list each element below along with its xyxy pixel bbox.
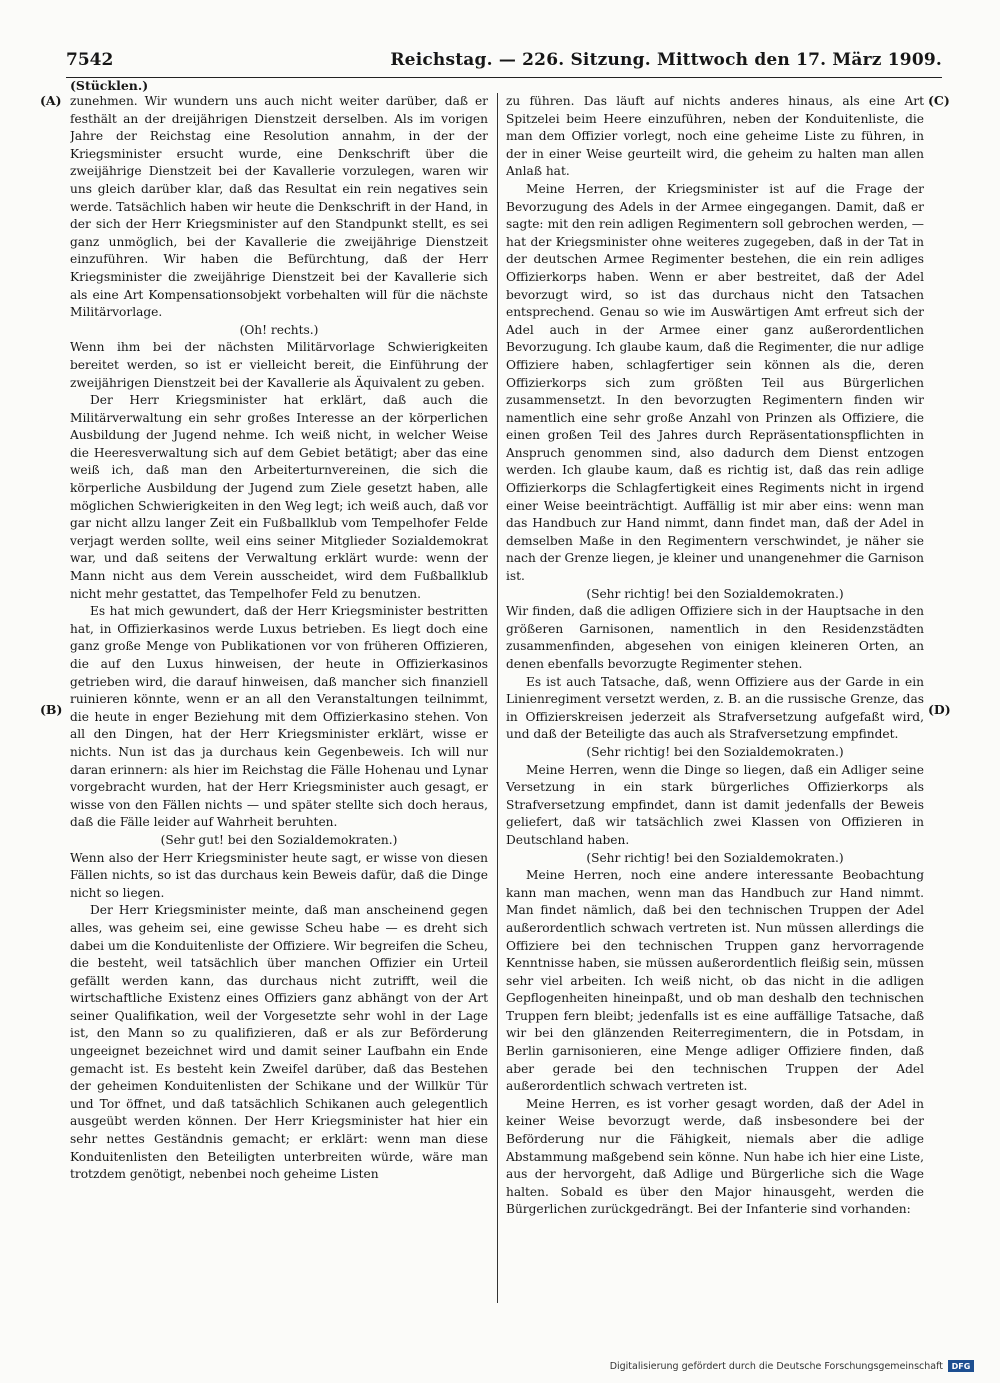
- margin-marker-c: (C): [928, 93, 950, 108]
- paragraph: Meine Herren, wenn die Dinge so liegen, daß ein Adliger seine Versetzung in ein stark bürgerliches Offizierkorps als Strafversetzung empfindet, dann ist damit jedenfalls der Beweis geliefert, daß wir tatsächlich zwei Klassen von Offizieren in Deutschland haben.: [506, 762, 924, 847]
- paragraph: Meine Herren, der Kriegsminister ist auf die Frage der Bevorzugung des Adels in der Armee eingegangen. Damit, daß er sagte: mit den rein adligen Regimentern soll gebrochen werden, — hat der Kriegsminister ohne weiteres zugegeben, daß in der Tat in der deutschen Armee Regimenter bestehen, die ein rein adliges Offizierkorps haben. Wenn er aber bestreitet, daß der Adel bevorzugt wird, so ist das durchaus nicht den Tatsachen entsprechend. Genau so wie im Auswärtigen Amt erfreut sich der Adel auch in der Armee einer ganz außerordentlichen Bevorzugung. Ich glaube kaum, daß die Regimenter, die nur adlige Offiziere haben, schlagfertiger sein können als die, deren Offizierkorps sich zum größten Teil aus Bürgerlichen zusammensetzt. In den bevorzugten Regimentern finden wir namentlich eine sehr große Anzahl von Prinzen als Offiziere, die einen großen Teil des Jahres durch Repräsentationspflichten in Anspruch genommen sind, also dadurch dem Dienst entzogen werden. Ich glaube kaum, daß es richtig ist, daß das rein adlige Offizierkorps die Schlagfertigkeit eines Regiments nicht in irgend einer Weise beeinträchtigt. Auffällig ist mir aber eins: wenn man das Handbuch zur Hand nimmt, dann findet man, daß der Adel in demselben Maße in den Regimentern verschwindet, je näher sie nach der Grenze liegen, je kleiner und unangenehmer die Garnison ist.: [506, 181, 924, 584]
- paragraph: Wir finden, daß die adligen Offiziere sich in der Hauptsache in den größeren Garnisonen, namentlich in den Residenzstädten zusammenfinden, abgesehen von einigen kleineren Orten, an denen ebenfalls bevorzugte Regimenter stehen.: [506, 604, 924, 671]
- paragraph: Es hat mich gewundert, daß der Herr Kriegsminister bestritten hat, in Offizierkasinos werde Luxus betrieben. Es liegt doch eine ganz große Menge von Publikationen vor von früheren Offizieren, die auf den Luxus hinweisen, der heute in Offizierkasinos getrieben wird, die darauf hinweisen, daß mancher sich finanziell ruinieren könnte, wenn er an all den Veranstaltungen teilnimmt, die heute in enger Beziehung mit dem Offizierkasino stehen. Von all den Dingen, hat der Herr Kriegsminister erklärt, wisse er nichts. Nun ist das ja durchaus kein Gegenbeweis. Ich will nur daran erinnern: als hier im Reichstag die Fälle Hohenau und Lynar vorgebracht wurden, hat der Herr Kriegsminister auch gesagt, er wisse von den Fällen nichts — und später stellte sich doch heraus, daß die Fälle leider auf Wahrheit beruhten.: [70, 604, 488, 830]
- margin-marker-a: (A): [40, 93, 62, 108]
- interjection: (Sehr richtig! bei den Sozialdemokraten.): [586, 744, 844, 759]
- interjection: (Sehr richtig! bei den Sozialdemokraten.): [586, 586, 844, 601]
- interjection: (Oh! rechts.): [239, 322, 319, 337]
- paragraph: Der Herr Kriegsminister hat erklärt, daß auch die Militärverwaltung ein sehr großes Interesse an der körperlichen Ausbildung der Jugend nehme. Ich weiß nicht, in welcher Weise die Heeresverwaltung sich auf dem Gebiet betätigt; aber das eine weiß ich, daß man den Arbeiterturnvereinen, die sich die körperliche Ausbildung der Jugend zum Ziele gesetzt haben, alle möglichen Schwierigkeiten in den Weg legt; ich weiß auch, daß vor gar nicht allzu langer Zeit ein Fußballklub vom Tempelhofer Felde verjagt werden sollte, weil eins seiner Mitglieder Sozialdemokrat war, und daß seitens der Verwaltung erklärt wurde: wenn der Mann nicht aus dem Verein ausscheidet, wird dem Fußballklub nicht mehr gestattet, das Tempelhofer Feld zu benutzen.: [70, 393, 488, 601]
- paragraph: Wenn also der Herr Kriegsminister heute sagt, er wisse von diesen Fällen nichts, so ist das durchaus kein Beweis dafür, daß die Dinge nicht so liegen.: [70, 850, 488, 900]
- page-number: 7542: [66, 50, 114, 70]
- column-divider: [497, 93, 498, 1303]
- dfg-logo-icon: DFG: [948, 1360, 974, 1372]
- paragraph: Wenn ihm bei der nächsten Militärvorlage Schwierigkeiten bereitet werden, so ist er vielleicht bereit, die Einführung der zweijährigen Dienstzeit bei der Kavallerie als Äquivalent zu geben.: [70, 340, 488, 390]
- interjection: (Sehr gut! bei den Sozialdemokraten.): [160, 832, 398, 847]
- paragraph: Der Herr Kriegsminister meinte, daß man anscheinend gegen alles, was geheim sei, eine gewisse Scheu habe — es dreht sich dabei um die Konduitenliste der Offiziere. Wir begreifen die Scheu, die besteht, weil tatsächlich über manchen Offizier ein Urteil gefällt werden kann, das durchaus nicht zutrifft, weil die wirtschaftliche Existenz eines Offiziers ganz abhängt von der Art seiner Qualifikation, weil der Vorgesetzte sehr wohl in der Lage ist, den Mann so zu qualifizieren, daß er als zur Beförderung ungeeignet bezeichnet wird und damit seiner Laufbahn ein Ende gemacht ist. Es besteht kein Zweifel darüber, daß das Bestehen der geheimen Konduitenlisten der Schikane und der Willkür Tür und Tor öffnet, und daß tatsächlich Schikanen auch gelegentlich ausgeübt werden können. Der Herr Kriegsminister hat hier ein sehr nettes Geständnis gemacht; er erklärt: wenn man diese Konduitenlisten den Beteiligten unterbreiten würde, wäre man trotzdem genötigt, nebenbei noch geheime Listen: [70, 903, 488, 1182]
- paragraph: zu führen. Das läuft auf nichts anderes hinaus, als eine Art Spitzelei beim Heere einzuführen, neben der Konduitenliste, die man dem Offizier vorlegt, noch eine geheime Liste zu führen, in der in einer Weise geurteilt wird, die geheim zu halten man allen Anlaß hat.: [506, 94, 924, 179]
- speaker-name: (Stücklen.): [70, 78, 149, 93]
- paragraph: zunehmen. Wir wundern uns auch nicht weiter darüber, daß er festhält an der dreijährigen Dienstzeit derselben. Als im vorigen Jahre der Reichstag eine Resolution annahm, in der der Kriegsminister ersucht wurde, eine Denkschrift über die zweijährige Dienstzeit bei der Kavallerie vorzulegen, waren wir uns gleich darüber klar, daß das Resultat ein rein negatives sein werde. Tatsächlich haben wir heute die Denkschrift in der Hand, in der sich der Herr Kriegsminister auf den Standpunkt stellt, es sei ganz unmöglich, bei der Kavallerie die zweijährige Dienstzeit einzuführen. Wir haben die Befürchtung, daß der Herr Kriegsminister die zweijährige Dienstzeit bei der Kavallerie sich als eine Art Kompensationsobjekt vorbehalten will für die nächste Militärvorlage.: [70, 94, 488, 320]
- margin-marker-d: (D): [928, 702, 951, 717]
- interjection: (Sehr richtig! bei den Sozialdemokraten.): [586, 850, 844, 865]
- paragraph: Es ist auch Tatsache, daß, wenn Offiziere aus der Garde in ein Linienregiment versetzt werden, z. B. an die russische Grenze, das in Offizierskreisen jederzeit als Strafversetzung aufgefaßt wird, und daß der Beteiligte das auch als Strafversetzung empfindet.: [506, 674, 924, 742]
- header-rule: [66, 77, 942, 78]
- running-title: Reichstag. — 226. Sitzung. Mittwoch den 17. März 1909.: [390, 50, 942, 70]
- paragraph: Meine Herren, noch eine andere interessante Beobachtung kann man machen, wenn man das Handbuch zur Hand nimmt. Man findet nämlich, daß bei den technischen Truppen der Adel außerordentlich schwach vertreten ist. Nun müssen allerdings die Offiziere bei den technischen Truppen ganz hervorragende Kenntnisse haben, sie müssen außerordentlich fleißig sein, müssen sehr viel arbeiten. Ich weiß nicht, ob das nicht in die adligen Gepflogenheiten hineinpaßt, und ob man deshalb den technischen Truppen fern bleibt; jedenfalls ist es eine auffällige Tatsache, daß wir bei den glänzenden Reiterregimentern, die in Potsdam, in Berlin garnisonieren, eine Menge adliger Offiziere finden, daß aber gerade bei den technischen Truppen der Adel außerordentlich schwach vertreten ist.: [506, 868, 924, 1094]
- page-header: [66, 46, 942, 74]
- margin-marker-b: (B): [40, 702, 63, 717]
- footer-text: Digitalisierung gefördert durch die Deutsche Forschungsgemeinschaft: [609, 1360, 943, 1372]
- left-column: [70, 93, 488, 1303]
- paragraph: Meine Herren, es ist vorher gesagt worden, daß der Adel in keiner Weise bevorzugt werde, daß insbesondere bei der Beförderung nur die Fähigkeit, niemals aber die adlige Abstammung maßgebend sein könne. Nun habe ich hier eine Liste, aus der hervorgeht, daß Adlige und Bürgerliche sich die Wage halten. Sobald es über den Major hinausgeht, werden die Bürgerlichen zurückgedrängt. Bei der Infanterie sind vorhanden:: [506, 1096, 924, 1217]
- page-footer: [610, 1360, 974, 1372]
- right-column: [506, 93, 924, 1303]
